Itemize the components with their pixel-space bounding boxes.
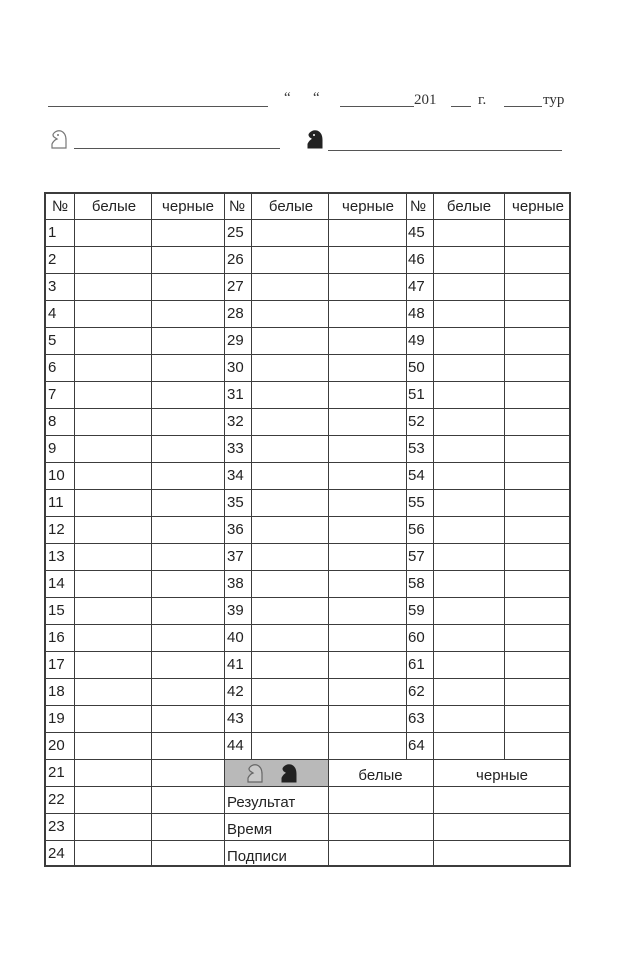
move-number: 55 — [408, 494, 425, 511]
grid-line — [44, 813, 571, 814]
col-header-white-2: белые — [268, 198, 314, 215]
summary-black-knight-icon — [278, 762, 300, 784]
grid-line — [44, 570, 571, 571]
move-number: 38 — [227, 575, 244, 592]
grid-line — [44, 462, 571, 463]
move-number: 11 — [48, 494, 64, 511]
col-header-number-1: № — [52, 198, 69, 215]
move-number: 35 — [227, 494, 244, 511]
move-number: 37 — [227, 548, 244, 565]
move-number: 21 — [48, 764, 65, 781]
move-number: 32 — [227, 413, 244, 430]
move-number: 28 — [227, 305, 244, 322]
col-header-white-3: белые — [446, 198, 492, 215]
summary-header-black: черные — [476, 767, 528, 784]
grid-line — [74, 192, 75, 866]
round-label: тур — [543, 92, 565, 108]
summary-knights-cell — [224, 760, 328, 787]
move-number: 48 — [408, 305, 425, 322]
move-number: 49 — [408, 332, 425, 349]
grid-line — [151, 192, 152, 866]
move-number: 27 — [227, 278, 244, 295]
summary-white-knight-icon — [244, 762, 266, 784]
move-number: 60 — [408, 629, 425, 646]
move-number: 13 — [48, 548, 65, 565]
grid-line — [44, 381, 571, 382]
move-number: 4 — [48, 305, 57, 322]
move-number: 59 — [408, 602, 425, 619]
grid-line — [44, 408, 571, 409]
grid-line — [328, 759, 329, 866]
move-number: 42 — [227, 683, 244, 700]
year-prefix: 201 — [414, 92, 437, 108]
col-header-black-1: черные — [162, 198, 214, 215]
table-border-left — [44, 192, 46, 866]
move-number: 44 — [227, 737, 244, 754]
grid-line — [44, 354, 571, 355]
year-suffix: г. — [478, 92, 487, 108]
move-number: 19 — [48, 710, 65, 727]
move-number: 7 — [48, 386, 57, 403]
move-number: 36 — [227, 521, 244, 538]
move-number: 25 — [227, 224, 244, 241]
move-number: 34 — [227, 467, 244, 484]
move-number: 39 — [227, 602, 244, 619]
move-number: 62 — [408, 683, 425, 700]
move-number: 47 — [408, 278, 425, 295]
black-knight-icon — [304, 128, 326, 150]
summary-header-white: белые — [358, 767, 403, 784]
table-border-top — [44, 192, 571, 194]
summary-label-time: Время — [227, 821, 273, 838]
move-number: 2 — [48, 251, 57, 268]
move-number: 15 — [48, 602, 65, 619]
move-number: 61 — [408, 656, 425, 673]
grid-line — [251, 192, 252, 760]
white-player-name-line[interactable] — [74, 148, 280, 149]
col-header-black-2: черные — [342, 198, 394, 215]
move-number: 29 — [227, 332, 244, 349]
move-number: 40 — [227, 629, 244, 646]
move-number: 5 — [48, 332, 57, 349]
quote-close: “ — [313, 90, 320, 106]
col-header-white-1: белые — [91, 198, 137, 215]
move-number: 24 — [48, 845, 65, 862]
summary-label-signatures: Подписи — [227, 848, 287, 865]
move-number: 56 — [408, 521, 425, 538]
move-number: 10 — [48, 467, 65, 484]
move-number: 33 — [227, 440, 244, 457]
grid-line — [44, 516, 571, 517]
move-number: 54 — [408, 467, 425, 484]
move-number: 52 — [408, 413, 425, 430]
move-number: 51 — [408, 386, 425, 403]
grid-line — [44, 219, 571, 220]
col-header-number-3: № — [410, 198, 427, 215]
grid-line — [44, 840, 571, 841]
grid-line — [44, 435, 571, 436]
table-border-right — [569, 192, 571, 866]
quote-open: “ — [284, 90, 291, 106]
move-number: 50 — [408, 359, 425, 376]
event-name-line[interactable] — [48, 106, 268, 107]
move-number: 14 — [48, 575, 65, 592]
grid-line — [44, 246, 571, 247]
black-player-name-line[interactable] — [328, 150, 562, 151]
grid-line — [44, 732, 571, 733]
grid-line — [433, 759, 434, 866]
move-number: 58 — [408, 575, 425, 592]
round-line[interactable] — [504, 106, 542, 107]
move-number: 16 — [48, 629, 65, 646]
col-header-black-3: черные — [512, 198, 564, 215]
move-number: 1 — [48, 224, 57, 241]
move-number: 22 — [48, 791, 65, 808]
grid-line — [44, 489, 571, 490]
move-number: 57 — [408, 548, 425, 565]
move-number: 30 — [227, 359, 244, 376]
move-number: 26 — [227, 251, 244, 268]
scoresheet-table — [44, 192, 571, 866]
move-number: 18 — [48, 683, 65, 700]
move-number: 45 — [408, 224, 425, 241]
move-number: 31 — [227, 386, 244, 403]
move-number: 64 — [408, 737, 425, 754]
grid-line — [328, 192, 329, 760]
year-line[interactable] — [451, 106, 471, 107]
grid-line — [504, 192, 505, 760]
grid-line — [44, 597, 571, 598]
grid-line — [44, 300, 571, 301]
move-number: 63 — [408, 710, 425, 727]
grid-line — [44, 327, 571, 328]
move-number: 8 — [48, 413, 57, 430]
grid-line — [224, 192, 225, 866]
grid-line — [44, 651, 571, 652]
move-number: 46 — [408, 251, 425, 268]
grid-line — [44, 759, 571, 760]
move-number: 41 — [227, 656, 244, 673]
move-number: 23 — [48, 818, 65, 835]
grid-line — [44, 705, 571, 706]
summary-label-result: Результат — [227, 794, 296, 811]
move-number: 3 — [48, 278, 57, 295]
grid-line — [433, 192, 434, 760]
move-number: 12 — [48, 521, 65, 538]
white-knight-icon — [48, 128, 70, 150]
grid-line — [44, 273, 571, 274]
col-header-number-2: № — [229, 198, 246, 215]
move-number: 20 — [48, 737, 65, 754]
grid-line — [44, 678, 571, 679]
month-line[interactable] — [340, 106, 414, 107]
table-border-bottom — [44, 865, 571, 867]
grid-line — [44, 786, 571, 787]
grid-line — [44, 543, 571, 544]
move-number: 9 — [48, 440, 57, 457]
move-number: 43 — [227, 710, 244, 727]
move-number: 17 — [48, 656, 65, 673]
grid-line — [44, 624, 571, 625]
grid-line — [406, 192, 407, 760]
move-number: 53 — [408, 440, 425, 457]
move-number: 6 — [48, 359, 57, 376]
